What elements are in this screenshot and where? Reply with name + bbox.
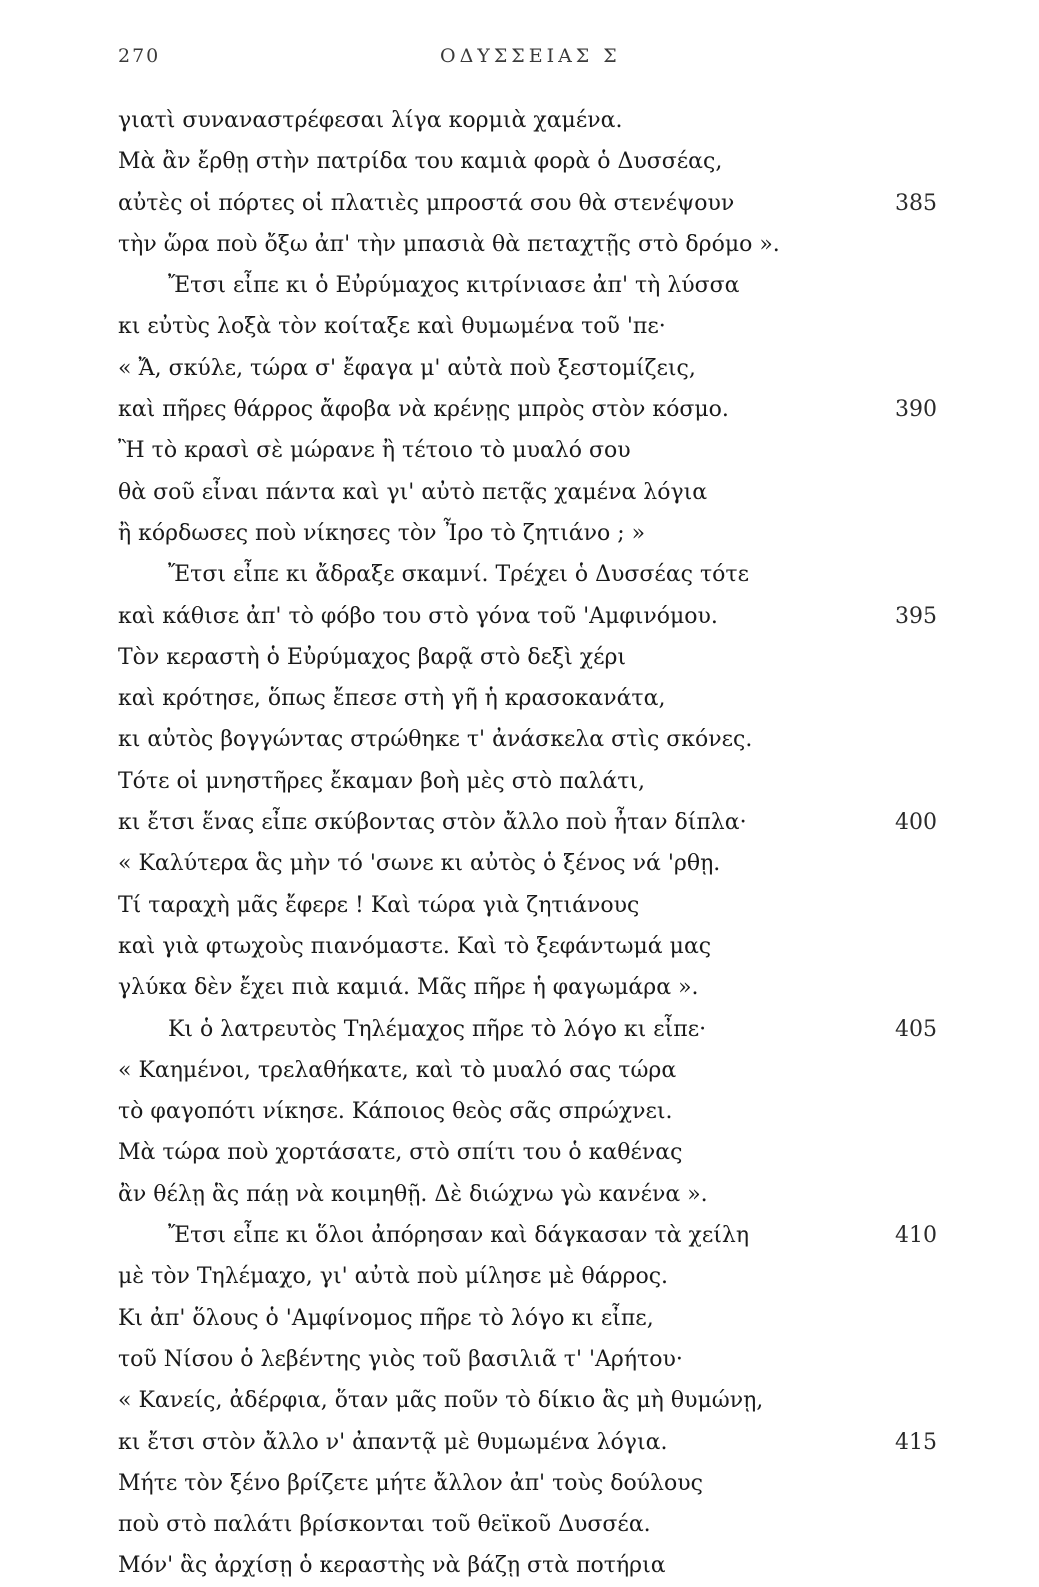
verse-text: μὲ τὸν Τηλέμαχο, γι' αὐτὰ ποὺ μίλησε μὲ θάρρος. <box>118 1264 669 1290</box>
verse-text: Μόν' ἃς ἀρχίσῃ ὁ κεραστὴς νὰ βάζῃ στὰ ποτήρια <box>118 1553 666 1579</box>
verse-line <box>0 1091 1039 1132</box>
verse-line <box>0 1298 1039 1339</box>
verse-text: καὶ γιὰ φτωχοὺς πιανόμαστε. Καὶ τὸ ξεφάντωμά μας <box>118 933 712 959</box>
verse-text: Τί ταραχὴ μᾶς ἔφερε ! Καὶ τώρα γιὰ ζητιάνους <box>118 892 640 918</box>
verse-text: Ἔτσι εἶπε κι ὁ Εὐρύμαχος κιτρίνιασε ἀπ' τὴ λύσσα <box>168 273 740 299</box>
verse-text: Ἢ τὸ κρασὶ σὲ μώρανε ἢ τέτοιο τὸ μυαλό σου <box>118 438 631 464</box>
verse-text: Ἔτσι εἶπε κι ὅλοι ἀπόρησαν καὶ δάγκασαν τὰ χείλη <box>168 1223 750 1249</box>
book-title: ΟΔΥΣΣΕΙΑΣ Σ <box>440 45 621 67</box>
line-number: 400 <box>895 810 937 836</box>
verse-line <box>0 389 1039 430</box>
verse-line <box>0 761 1039 802</box>
verse-line <box>0 885 1039 926</box>
verse-line <box>0 1256 1039 1297</box>
verse-text: ἢ κόρδωσες ποὺ νίκησες τὸν Ἶρο τὸ ζητιάνο ; » <box>118 520 646 546</box>
verse-text: τὴν ὥρα ποὺ ὄξω ἀπ' τὴν μπασιὰ θὰ πεταχτῇς στὸ δρόμο ». <box>118 231 780 257</box>
verse-line <box>0 843 1039 884</box>
running-head <box>0 45 1039 71</box>
verse-text: κι ἔτσι στὸν ἄλλο ν' ἀπαντᾷ μὲ θυμωμένα λόγια. <box>118 1429 668 1455</box>
verse-line <box>0 554 1039 595</box>
verse-text: « Καλύτερα ἃς μὴν τό 'σωνε κι αὐτὸς ὁ ξένος νά 'ρθῃ. <box>118 851 721 877</box>
verse-line <box>0 1215 1039 1256</box>
verse-text: Μὰ ἂν ἔρθῃ στὴν πατρίδα του καμιὰ φορὰ ὁ Δυσσέας, <box>118 149 723 175</box>
verse-text: Μὰ τώρα ποὺ χορτάσατε, στὸ σπίτι του ὁ καθένας <box>118 1140 683 1166</box>
verse-line <box>0 1009 1039 1050</box>
verse-text: γιατὶ συναναστρέφεσαι λίγα κορμιὰ χαμένα. <box>118 108 623 133</box>
page-number: 270 <box>118 45 161 67</box>
line-number: 405 <box>895 1016 937 1042</box>
verse-block <box>0 100 1039 1587</box>
verse-line <box>0 430 1039 471</box>
verse-text: Ἔτσι εἶπε κι ἄδραξε σκαμνί. Τρέχει ὁ Δυσσέας τότε <box>168 562 749 588</box>
verse-line <box>0 224 1039 265</box>
verse-line <box>0 1132 1039 1173</box>
verse-line <box>0 1422 1039 1463</box>
verse-text: καὶ κρότησε, ὅπως ἔπεσε στὴ γῆ ἡ κρασοκανάτα, <box>118 686 666 712</box>
verse-text: « Καημένοι, τρελαθήκατε, καὶ τὸ μυαλό σας τώρα <box>118 1057 677 1083</box>
verse-line <box>0 1545 1039 1586</box>
verse-text: γλύκα δὲν ἔχει πιὰ καμιά. Μᾶς πῆρε ἡ φαγωμάρα ». <box>118 975 699 1001</box>
verse-text: « Ἄ, σκύλε, τώρα σ' ἔφαγα μ' αὐτὰ ποὺ ξεστομίζεις, <box>118 355 696 381</box>
verse-line <box>0 348 1039 389</box>
line-number: 390 <box>895 397 937 423</box>
verse-text: τοῦ Νίσου ὁ λεβέντης γιὸς τοῦ βασιλιᾶ τ' 'Αρήτου· <box>118 1346 683 1372</box>
verse-line <box>0 1504 1039 1545</box>
verse-text: ποὺ στὸ παλάτι βρίσκονται τοῦ θεϊκοῦ Δυσσέα. <box>118 1512 651 1538</box>
verse-line <box>0 183 1039 224</box>
verse-line <box>0 1339 1039 1380</box>
verse-line <box>0 926 1039 967</box>
verse-line <box>0 1174 1039 1215</box>
verse-text: καὶ πῆρες θάρρος ἄφοβα νὰ κρένῃς μπρὸς στὸν κόσμο. <box>118 397 729 423</box>
verse-line <box>0 637 1039 678</box>
verse-text: καὶ κάθισε ἀπ' τὸ φόβο του στὸ γόνα τοῦ 'Αμφινόμου. <box>118 603 718 629</box>
verse-text: « Κανείς, ἀδέρφια, ὅταν μᾶς ποῦν τὸ δίκιο ἃς μὴ θυμώνῃ, <box>118 1388 764 1414</box>
verse-line <box>0 472 1039 513</box>
verse-line <box>0 513 1039 554</box>
verse-text: τὸ φαγοπότι νίκησε. Κάποιος θεὸς σᾶς σπρώχνει. <box>118 1099 673 1125</box>
verse-line <box>0 719 1039 760</box>
verse-text: κι εὐτὺς λοξὰ τὸν κοίταξε καὶ θυμωμένα τοῦ 'πε· <box>118 314 666 340</box>
verse-line <box>0 802 1039 843</box>
verse-text: κι αὐτὸς βογγώντας στρώθηκε τ' ἀνάσκελα στὶς σκόνες. <box>118 727 753 753</box>
verse-text: αὐτὲς οἱ πόρτες οἱ πλατιὲς μπροστά σου θὰ στενέψουν <box>118 190 735 216</box>
verse-text: Κι ἀπ' ὅλους ὁ 'Αμφίνομος πῆρε τὸ λόγο κι εἶπε, <box>118 1305 654 1331</box>
verse-text: ἂν θέλῃ ἃς πάῃ νὰ κοιμηθῇ. Δὲ διώχνω γὼ κανένα ». <box>118 1181 708 1207</box>
verse-line <box>0 596 1039 637</box>
verse-line <box>0 1050 1039 1091</box>
verse-text: Τὸν κεραστὴ ὁ Εὐρύμαχος βαρᾷ στὸ δεξὶ χέρι <box>118 644 627 670</box>
verse-text: Τότε οἱ μνηστῆρες ἔκαμαν βοὴ μὲς στὸ παλάτι, <box>118 768 646 794</box>
verse-line <box>0 100 1039 141</box>
verse-line <box>0 265 1039 306</box>
line-number: 410 <box>895 1223 937 1249</box>
verse-line <box>0 967 1039 1008</box>
line-number: 385 <box>895 190 937 216</box>
verse-text: θὰ σοῦ εἶναι πάντα καὶ γι' αὐτὸ πετᾷς χαμένα λόγια <box>118 479 708 505</box>
verse-line <box>0 678 1039 719</box>
verse-line <box>0 1380 1039 1421</box>
line-number: 395 <box>895 603 937 629</box>
verse-text: κι ἔτσι ἕνας εἶπε σκύβοντας στὸν ἄλλο ποὺ ἦταν δίπλα· <box>118 810 747 836</box>
verse-line <box>0 306 1039 347</box>
verse-line <box>0 141 1039 182</box>
verse-text: Κι ὁ λατρευτὸς Τηλέμαχος πῆρε τὸ λόγο κι εἶπε· <box>168 1016 707 1042</box>
line-number: 415 <box>895 1429 937 1455</box>
verse-line <box>0 1463 1039 1504</box>
verse-text: Μήτε τὸν ξένο βρίζετε μήτε ἄλλον ἀπ' τοὺς δούλους <box>118 1470 703 1496</box>
